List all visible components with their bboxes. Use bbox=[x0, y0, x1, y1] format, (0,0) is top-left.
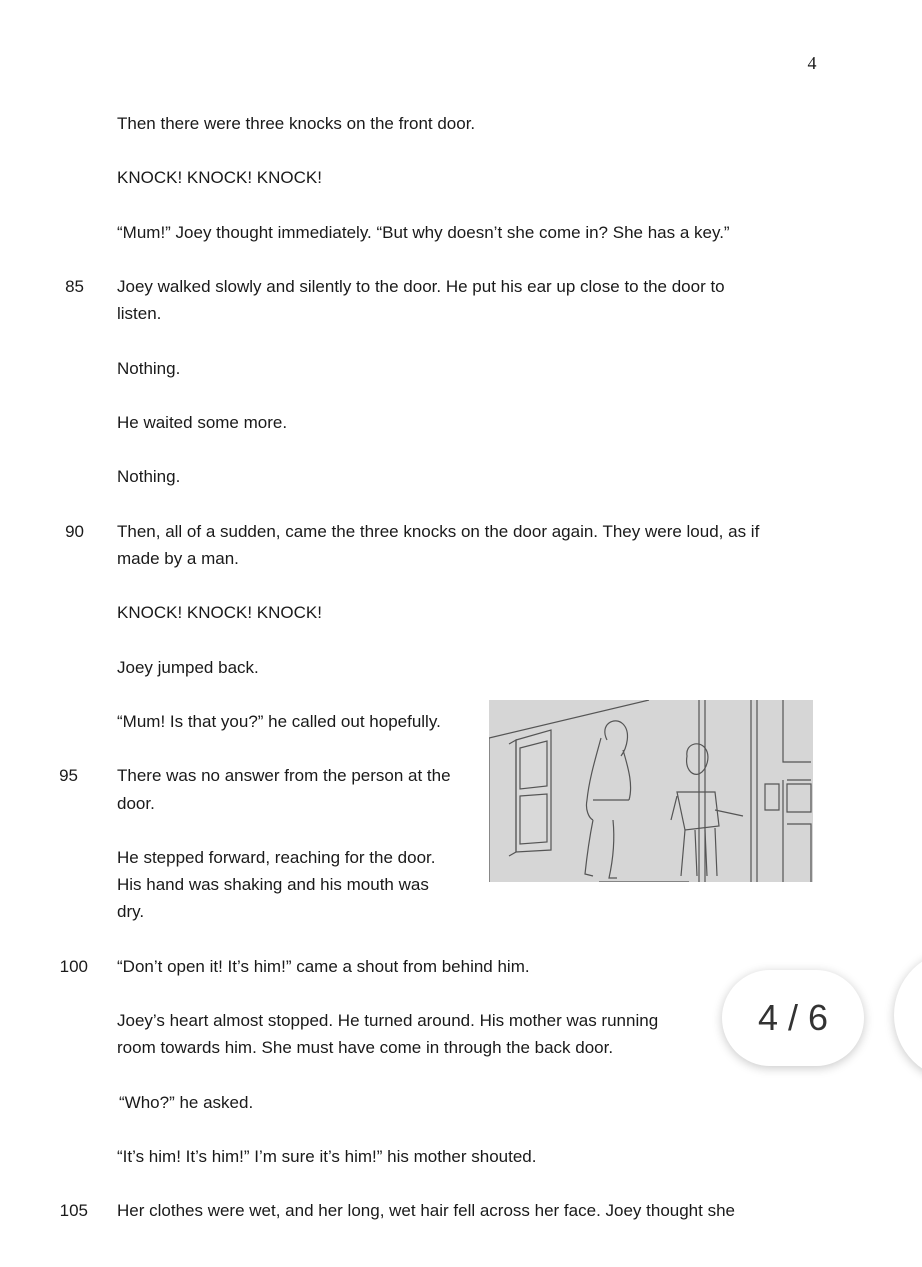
text-line: “Who?” he asked. bbox=[119, 1093, 254, 1112]
line-number: 90 bbox=[65, 522, 84, 541]
text-line: Nothing. bbox=[117, 467, 181, 486]
text-line: His hand was shaking and his mouth was bbox=[117, 875, 429, 894]
line-number: 100 bbox=[59, 957, 88, 976]
text-line: “Don’t open it! It’s him!” came a shout from behind him. bbox=[117, 957, 530, 976]
text-line: Then, all of a sudden, came the three knocks on the door again. They were loud, as if bbox=[117, 522, 760, 541]
page-number: 4 bbox=[807, 53, 817, 73]
text-line: listen. bbox=[117, 304, 162, 323]
line-number: 105 bbox=[59, 1201, 88, 1220]
text-line: “It’s him! It’s him!” I’m sure it’s him!” his mother shouted. bbox=[117, 1147, 537, 1166]
story-illustration bbox=[489, 700, 813, 882]
text-line: Joey’s heart almost stopped. He turned around. His mother was running bbox=[117, 1011, 659, 1030]
text-line: Joey walked slowly and silently to the door. He put his ear up close to the door to bbox=[117, 277, 725, 296]
text-line: There was no answer from the person at the bbox=[117, 766, 451, 785]
line-number: 85 bbox=[65, 277, 84, 296]
text-line: dry. bbox=[117, 902, 145, 921]
text-line: He stepped forward, reaching for the door. bbox=[117, 848, 436, 867]
text-line: Then there were three knocks on the front door. bbox=[117, 114, 476, 133]
text-line: “Mum! Is that you?” he called out hopefully. bbox=[117, 712, 441, 731]
text-line: KNOCK! KNOCK! KNOCK! bbox=[117, 168, 322, 187]
text-line: room towards him. She must have come in through the back door. bbox=[117, 1038, 614, 1057]
text-line: KNOCK! KNOCK! KNOCK! bbox=[117, 603, 322, 622]
text-line: “Mum!” Joey thought immediately. “But why doesn’t she come in? She has a key.” bbox=[117, 223, 730, 242]
text-line: door. bbox=[117, 794, 155, 813]
text-line: Joey jumped back. bbox=[117, 658, 259, 677]
illustration-drawing bbox=[489, 700, 813, 882]
text-line: made by a man. bbox=[117, 549, 239, 568]
text-line: Nothing. bbox=[117, 359, 181, 378]
floating-action-button[interactable] bbox=[894, 950, 922, 1080]
line-number: 95 bbox=[59, 766, 78, 785]
text-line: Her clothes were wet, and her long, wet hair fell across her face. Joey thought she bbox=[117, 1201, 735, 1220]
page-indicator: 4 / 6 bbox=[722, 970, 864, 1066]
text-line: He waited some more. bbox=[117, 413, 288, 432]
